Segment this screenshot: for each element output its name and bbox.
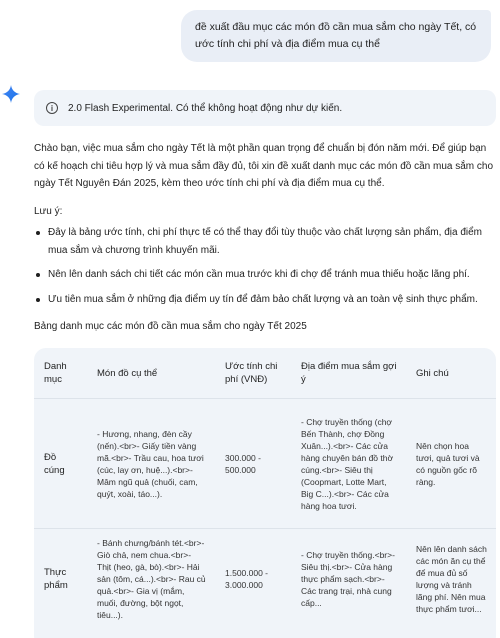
model-response — [34, 140, 496, 348]
column-header: Địa điểm mua sắm gợi ý — [301, 361, 397, 385]
table-title: Bảng danh mục các món đồ cần mua sắm cho ngày Tết 2025 — [34, 321, 307, 332]
user-message-text: đề xuất đầu mục các món đồ cần mua sắm cho ngày Tết, có ước tính chi phí và địa điểm mua cụ thể — [195, 21, 477, 50]
user-message-bubble — [181, 10, 491, 62]
shopping-table — [34, 348, 496, 638]
gemini-sparkle-icon — [2, 85, 20, 103]
table-cell-category: Đồ cúng — [34, 399, 87, 529]
notes-list — [34, 224, 496, 308]
list-item: Nên lên danh sách chi tiết các món cần mua trước khi đi chợ để tránh mua thiếu hoặc lãng phí. — [34, 266, 496, 284]
table-cell-note: Nên chọn hoa tươi, quả tươi và có nguồn gốc rõ ràng. — [406, 399, 496, 529]
table-cell-place: - Chợ truyền thống (chợ Bến Thành, chợ Đồng Xuân...).<br>- Các cửa hàng chuyên bán đồ thờ cúng.<br>- Siêu thị (Coopmart, Lotte Mart, Big C...).<br>- Các cửa hàng hoa tươi. — [291, 399, 406, 529]
table-cell-note: Nên lên danh sách các món ăn cụ thể để mua đủ số lượng và tránh lãng phí. Nên mua thực phẩm tươi... — [406, 529, 496, 630]
list-item: Ưu tiên mua sắm ở những địa điểm uy tín để đảm bảo chất lượng và an toàn vệ sinh thực phẩm. — [34, 291, 496, 309]
column-header: Danh mục — [44, 361, 67, 385]
note-title: Lưu ý: — [34, 205, 63, 217]
table-cell-cost: 300.000 - 500.000 — [215, 399, 291, 529]
list-item: Đây là bảng ước tính, chi phí thực tế có thể thay đổi tùy thuộc vào chất lượng sản phẩm, địa điểm mua sắm và chương trình khuyến mãi. — [34, 224, 496, 259]
response-intro: Chào bạn, việc mua sắm cho ngày Tết là một phần quan trọng để chuẩn bị đón năm mới. Để giúp bạn có kế hoạch chi tiêu hợp lý và mua sắm đầy đủ, tôi xin đề xuất danh mục các món đồ cần mua sắm cho ngày Tết Nguyên Đán 2025, kèm theo ước tính chi phí và địa điểm mua cụ thể. — [34, 143, 494, 189]
notice-text: 2.0 Flash Experimental. Có thể không hoạt động như dự kiến. — [68, 102, 343, 114]
table-row — [34, 399, 496, 529]
table-cell-category: Thực phẩm — [34, 529, 87, 630]
table-cell-items: - Hương, nhang, đèn cầy (nến).<br>- Giấy tiền vàng mã.<br>- Trầu cau, hoa tươi (cúc, lay ơn, huệ...).<br>- Mâm ngũ quả (chuối, cam, quýt, xoài, táo...). — [87, 399, 215, 529]
table-cell-place: - Chợ truyền thống.<br>- Siêu thị.<br>- Cửa hàng thực phẩm sạch.<br>- Các trang trại, nhà cung cấp... — [291, 529, 406, 630]
table-header-row — [34, 348, 496, 399]
table-row — [34, 529, 496, 630]
table-cell-cost: 1.500.000 - 3.000.000 — [215, 529, 291, 630]
column-header: Ghi chú — [416, 367, 449, 379]
info-icon: i — [46, 102, 58, 114]
column-header: Ước tính chi phí (VNĐ) — [225, 361, 278, 385]
experimental-notice — [34, 90, 496, 126]
column-header: Món đồ cụ thể — [97, 367, 158, 379]
table-cell-items: - Bánh chưng/bánh tét.<br>- Giò chả, nem chua.<br>- Thịt (heo, gà, bò).<br>- Hải sản (tôm, cá...).<br>- Rau củ quả.<br>- Gia vị (mắm, muối, đường, bột ngọt, tiêu...). — [87, 529, 215, 630]
